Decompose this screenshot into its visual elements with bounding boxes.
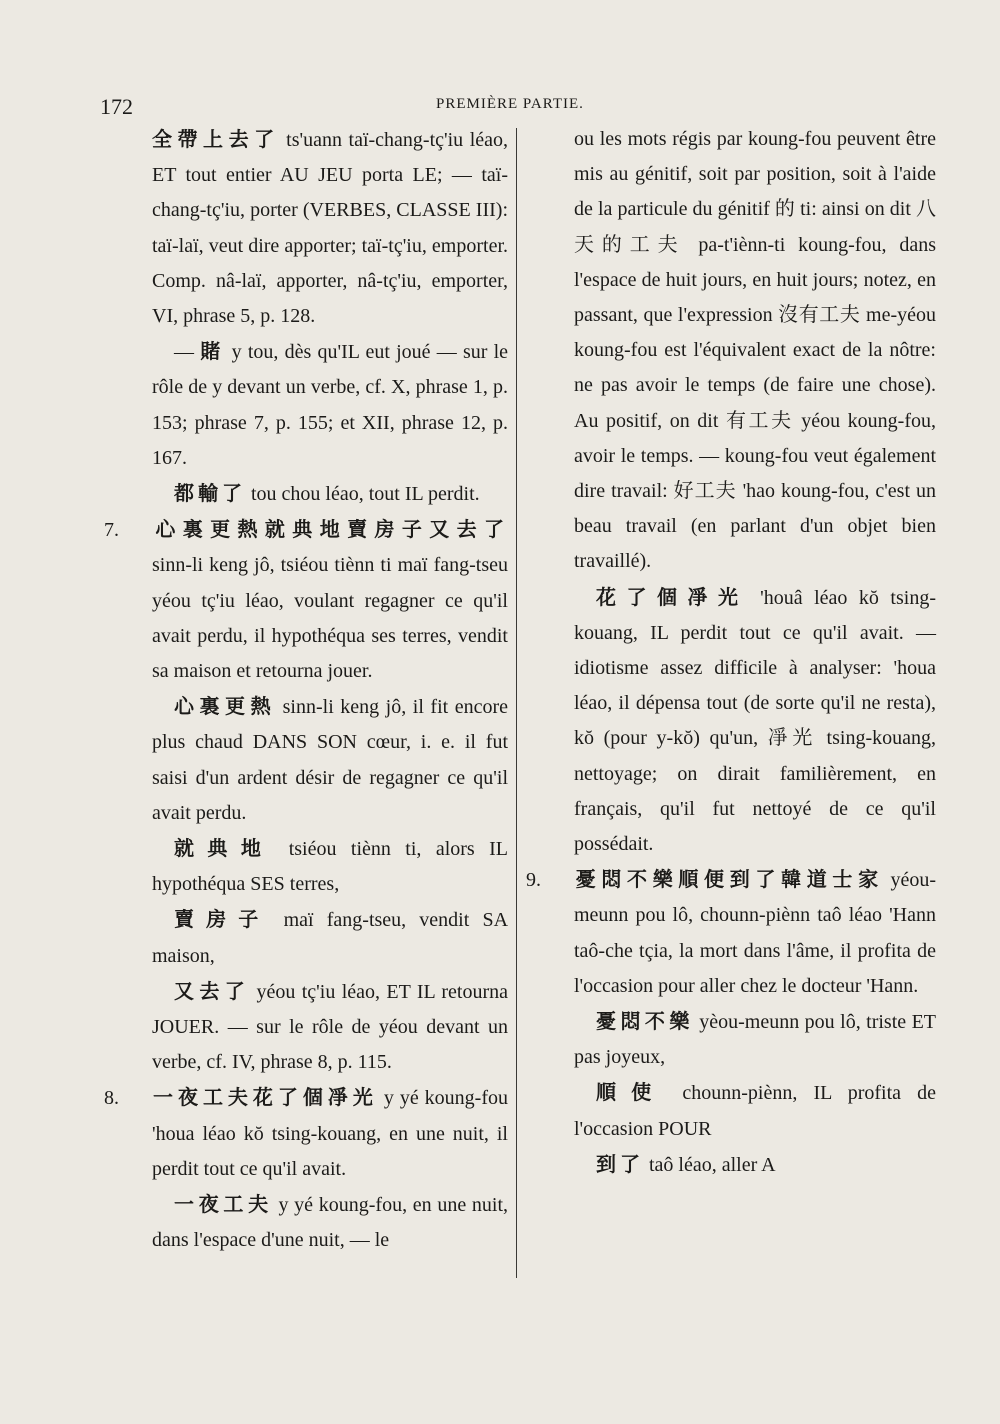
- chinese-phrase: 到了: [596, 1151, 644, 1176]
- paragraph-text: tou chou léao, tout IL perdit.: [251, 483, 480, 506]
- chinese-phrase: 憂悶不樂順便到了韓道士家: [574, 867, 884, 892]
- em-dash: —: [174, 341, 194, 364]
- chinese-phrase: 都輸了: [174, 481, 246, 506]
- paragraph-text: y tou, dès qu'IL eut joué — sur le rôle de y devant un verbe, cf. X, phrase 1, p. 153; phrase 7, p. 155; et XII, phrase 12, p. 167.: [152, 341, 509, 469]
- paragraph-text: yéou tç'iu léao, ET IL retourna JOUER. — sur le rôle de yéou devant un verbe, cf. IV, phrase 8, p. 115.: [152, 980, 508, 1074]
- chinese-phrase: 花了個凈光: [596, 584, 749, 609]
- chinese-phrase: 心裏更熱: [174, 694, 277, 719]
- left-column: [104, 122, 509, 1259]
- chinese-phrase: 憂悶不樂: [596, 1009, 694, 1034]
- left-paragraph-4: [104, 512, 508, 689]
- phrase-number: 8.: [104, 1087, 119, 1110]
- chinese-phrase: 全帶上去了: [152, 127, 280, 151]
- left-paragraph-1: [152, 122, 508, 334]
- left-paragraph-5: [152, 689, 508, 831]
- paragraph-text: 'houâ léao kŏ tsing-kouang, IL perdit tout ce qu'il avait. — idiotisme assez difficile à analyser: 'houa léao, il dépensa tout (de sorte qu'il ne resta), kŏ (pour y-kŏ) qu'un, 凈光 tsing-kouang, nettoyage; on dirait familièrement, en français, qu'il fut nettoyé de ce qu'il possédait.: [574, 586, 936, 856]
- right-paragraph-1: [574, 122, 936, 580]
- paragraph-text: ts'uann taï-chang-tç'iu léao, ET tout entier AU JEU porta LE; — taï-chang-tç'iu, porter (VERBES, CLASSE III): taï-laï, veut dire apporter; taï-tç'iu, emporter. Comp. nâ-laï, apporter, nâ-tç'iu, emporter, VI, phrase 5, p. 128.: [152, 129, 509, 328]
- left-paragraph-2: [152, 334, 508, 476]
- chinese-phrase: 就典地: [174, 836, 275, 861]
- phrase-number: 9.: [526, 869, 541, 892]
- paragraph-text: yèou-meunn pou lô, triste ET pas joyeux,: [574, 1011, 937, 1069]
- left-paragraph-10: [152, 1187, 508, 1258]
- right-paragraph-3: [526, 862, 937, 1004]
- paragraph-text: sinn-li keng jô, tsiéou tiènn ti maï fang-tseu yéou tç'iu léao, voulant regagner ce qu'il avait perdu, il hypothéqua ses terres, vendit sa maison et retourna jouer.: [152, 554, 508, 683]
- running-head: PREMIÈRE PARTIE.: [436, 96, 584, 112]
- chinese-phrase: 賭: [200, 339, 226, 364]
- phrase-number: 7.: [104, 519, 119, 542]
- chinese-phrase: 賣房子: [174, 907, 271, 932]
- paragraph-text: ou les mots régis par koung-fou peuvent être mis au génitif, soit par position, soit à l'aide de la particule du génitif 的 ti: ainsi on dit 八天的工夫 pa-t'iènn-ti koung-fou, dans l'espace de huit jours, en huit jours; notez, en passant, que l'expression 沒有工夫 me-yéou koung-fou est l'équivalent exact de la nôtre: ne pas avoir le temps (de faire une chose). Au positif, on dit 有工夫 yéou koung-fou, avoir le temps. — koung-fou veut également dire travail: 好工夫 'hao koung-fou, c'est un beau travail (en parlant d'un objet bien travaillé).: [574, 128, 936, 573]
- right-paragraph-5: [574, 1075, 936, 1146]
- left-paragraph-6: [152, 831, 508, 902]
- paragraph-text: maï fang-tseu, vendit SA maison,: [152, 909, 509, 967]
- paragraph-text: chounn-piènn, IL profita de l'occasion POUR: [574, 1082, 937, 1140]
- paragraph-text: tsiéou tiènn ti, alors IL hypothéqua SES terres,: [152, 838, 508, 896]
- column-divider: [516, 128, 517, 1278]
- right-column: [526, 122, 937, 1183]
- chinese-phrase: 順使: [596, 1080, 667, 1105]
- left-paragraph-9: [104, 1080, 508, 1187]
- paragraph-text: y yé koung-fou 'houa léao kŏ tsing-kouang, en une nuit, il perdit tout ce qu'il avait.: [152, 1087, 508, 1180]
- left-paragraph-3: [152, 476, 508, 512]
- paragraph-text: yéou-meunn pou lô, chounn-piènn taô léao 'Hann taô-che tçia, la mort dans l'âme, il profita de l'occasion pour aller chez le docteur 'Hann.: [574, 869, 937, 997]
- left-paragraph-7: [152, 902, 508, 973]
- left-paragraph-8: [152, 974, 508, 1081]
- paragraph-text: sinn-li keng jô, il fit encore plus chaud DANS SON cœur, i. e. il fut saisi d'un ardent désir de regagner ce qu'il avait perdu.: [152, 696, 508, 824]
- chinese-phrase: 一夜工夫花了個凈光: [152, 1085, 378, 1110]
- right-paragraph-6: [574, 1147, 936, 1183]
- paragraph-text: y yé koung-fou, en une nuit, dans l'espace d'une nuit, — le: [152, 1194, 509, 1252]
- right-paragraph-4: [574, 1004, 936, 1075]
- right-paragraph-2: [574, 580, 936, 863]
- chinese-phrase: 一夜工夫: [174, 1192, 273, 1217]
- chinese-phrase: 又去了: [174, 978, 251, 1003]
- chinese-phrase: 心裏更熱就典地賣房子又去了: [152, 517, 508, 542]
- paragraph-text: taô léao, aller A: [649, 1153, 776, 1176]
- page-number: 172: [100, 94, 133, 119]
